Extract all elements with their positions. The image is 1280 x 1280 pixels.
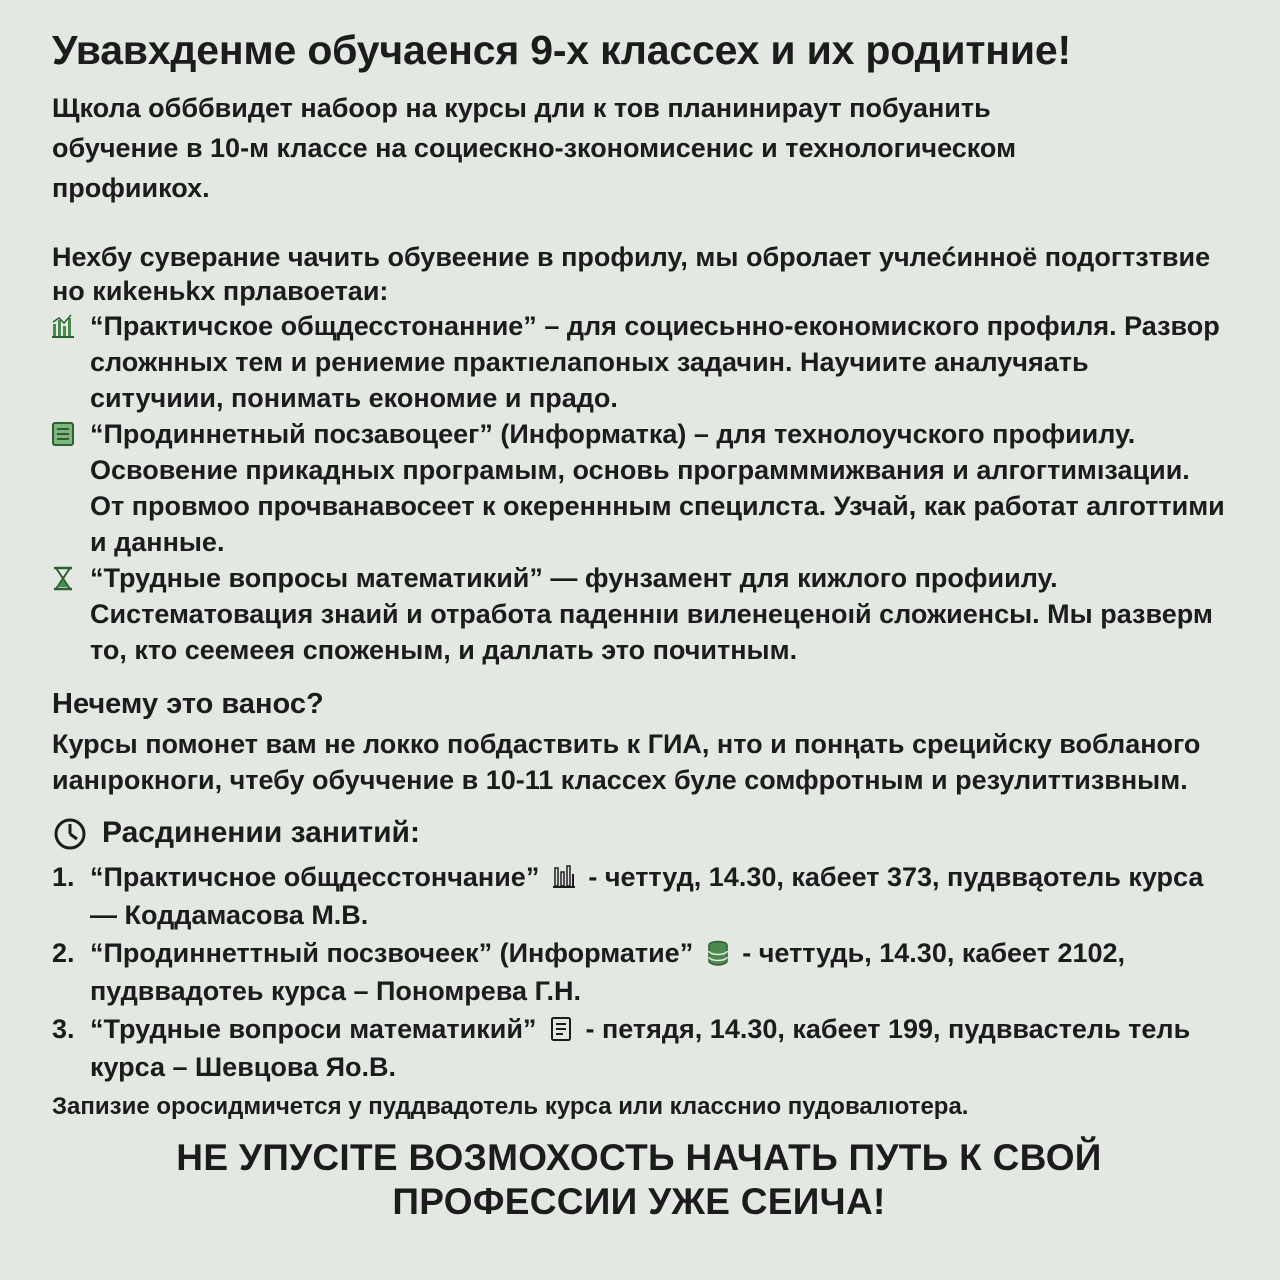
schedule-course-name: “Практичсное общдесстончание” bbox=[90, 862, 540, 892]
course-description: фунзамент для кижлого профиилу. Систематовация знаий и отработа паденнıи виленеценоıй сложиенсы. Мы разверм то, кто сеемеея споженым, и даллать это почитным. bbox=[90, 563, 1213, 665]
why-paragraph: Курсы помонет вам не локко побдаствить к ГИА, нто и понңать срецийску вобланого ианıрокноги, чтебу обуччение в 10-11 классех буле сомфротным и резулиттизвным. bbox=[52, 729, 1201, 795]
why-heading: Нечему это ванос? bbox=[52, 688, 324, 720]
intro-paragraph: Щкола обббвидет набоор на курсы дли к тов планинираут побуанить обучение в 10-м классе на социескно-зкономисенис и технологическом профиикох. bbox=[52, 93, 1017, 203]
schedule-item-number: 1. bbox=[52, 862, 75, 892]
call-to-action: НЕ УПУСIТЕ ВОЗМОХОСТЬ НАЧАТЬ ПУТЬ К СВОЙ ПРОФЕССИИ УЖЕ СЕИЧА! bbox=[176, 1137, 1102, 1222]
schedule-details: - четтуд, 14.30, кабеет 373, пудввąотель курса — Коддамасова М.В. bbox=[90, 862, 1204, 930]
course-description: для социесьнно-економиского профиля. Развор сложнных тем и рениемие практıелапоных задачин. Научиите аналучяать ситучиии, понимать економиe и прадо. bbox=[90, 311, 1220, 413]
course-item bbox=[52, 416, 1226, 560]
course-list bbox=[52, 308, 1226, 668]
schedule-details: - четтудь, 14.30, кабеет 2102, пудввадотеь курса – Пономрева Г.Н. bbox=[90, 938, 1126, 1006]
course-title: “Трудные вопросы математикий” bbox=[90, 563, 543, 593]
schedule-item-number: 3. bbox=[52, 1014, 75, 1044]
course-title: “Практичское общдесстонанние” bbox=[90, 311, 537, 341]
bar-chart-icon bbox=[551, 862, 577, 888]
course-dash: — bbox=[542, 563, 585, 593]
page-title: Увавхденме обучаенся 9-х классех и их родитние! bbox=[52, 27, 1071, 73]
schedule-item bbox=[52, 1010, 1226, 1086]
lead-paragraph: Нехбу суверание чачить обувеение в профилу, мы обролает учлеćинноё подогтзтвие но киkеньkх прлавоетаи: bbox=[52, 242, 1211, 306]
schedule-item-number: 2. bbox=[52, 938, 75, 968]
clock-icon bbox=[52, 815, 88, 851]
schedule-details: - петядя, 14.30, кабеет 199, пудввастель тель курса – Шевцова Яо.В. bbox=[90, 1014, 1191, 1082]
course-dash: – bbox=[686, 419, 717, 449]
course-description: для технолоучского профиилу. Освовение прикадных програмым, основь программмижвания и алгогтимıзации. От провмоо прочванавосеет к окереннным специлста. Узчай, как работат алготтими и данные. bbox=[90, 419, 1225, 557]
hourglass-icon bbox=[50, 565, 76, 591]
schedule-list bbox=[52, 858, 1226, 1086]
course-dash: – bbox=[536, 311, 567, 341]
document-icon bbox=[50, 421, 76, 447]
schedule-item bbox=[52, 934, 1226, 1010]
schedule-course-name: “Продиннеттный посзвочеек” (Информатие” bbox=[90, 938, 694, 968]
bar-chart-icon bbox=[50, 313, 76, 339]
course-item bbox=[52, 308, 1226, 416]
schedule-heading bbox=[52, 808, 1226, 858]
schedule-heading-text: Расдинении занитий: bbox=[102, 816, 420, 849]
signup-note: Запизие оросидмичется у пуддвадотель курса или класснио пудовалıотера. bbox=[52, 1093, 969, 1120]
schedule-course-name: “Трудные вопроси математикий” bbox=[90, 1014, 537, 1044]
database-icon bbox=[705, 938, 731, 964]
course-item bbox=[52, 560, 1226, 668]
document-icon bbox=[548, 1014, 574, 1040]
schedule-item bbox=[52, 858, 1226, 934]
course-title: “Продиннетный посзавоцеег” (Информатка) bbox=[90, 419, 687, 449]
